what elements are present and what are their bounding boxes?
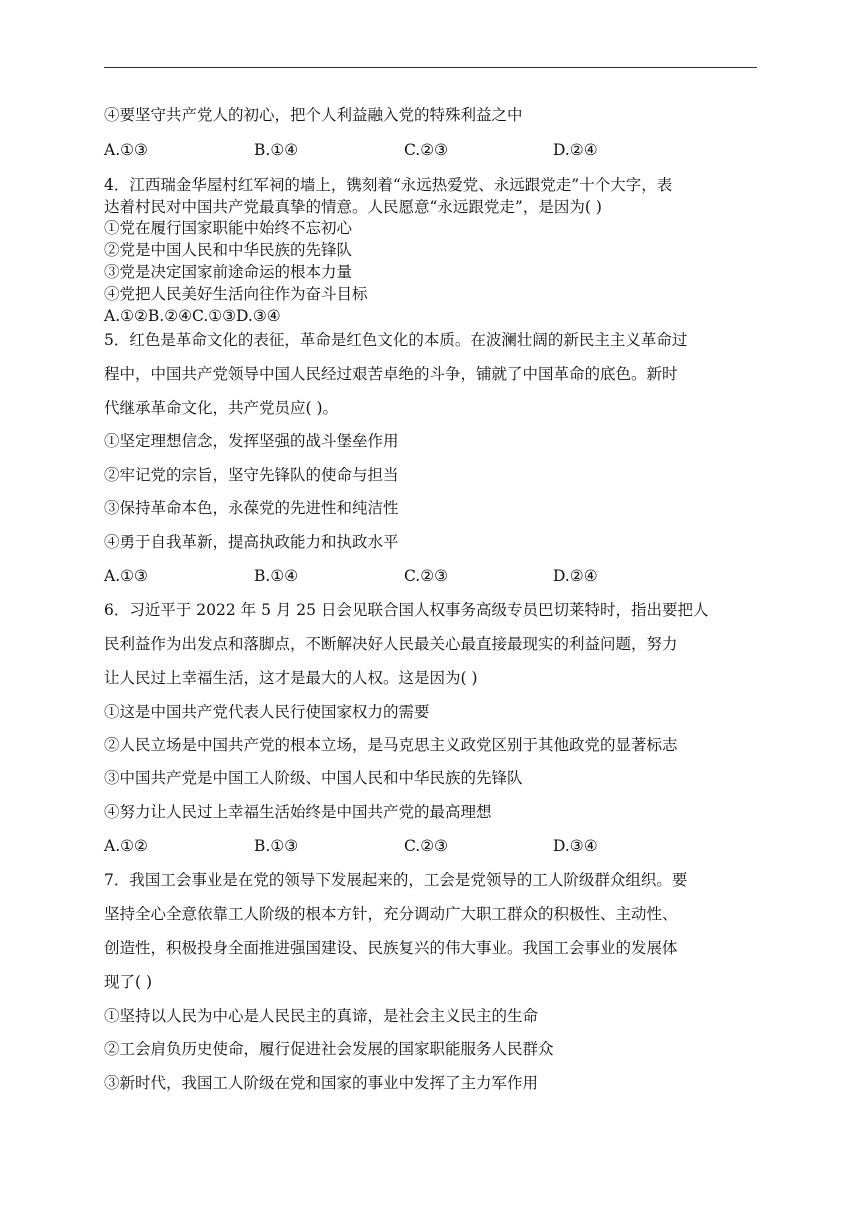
q6-option-a: A.①② [104, 837, 148, 855]
q6-stem-line-3: 让人民过上幸福生活，这才是最大的人权。这是因为( ) [104, 669, 478, 687]
q5-stem-line-2: 程中，中国共产党领导中国人民经过艰苦卓绝的斗争，铺就了中国革命的底色。新时 [104, 365, 678, 383]
q6-statement-3: ③中国共产党是中国工人阶级、中国人民和中华民族的先锋队 [104, 769, 523, 787]
q4-stem-line-1: 4．江西瑞金华屋村红军祠的墙上，镌刻着“永远热爱党、永远跟党走”十个大字，表 [104, 176, 673, 194]
q6-option-d: D.③④ [553, 837, 598, 855]
q5-option-d: D.②④ [553, 567, 598, 585]
q5-option-c: C.②③ [404, 567, 449, 585]
q4-options: A.①②B.②④C.①③D.③④ [104, 307, 281, 325]
q7-statement-2: ②工会肩负历史使命，履行促进社会发展的国家职能服务人民群众 [104, 1040, 554, 1058]
q4-statement-1: ①党在履行国家职能中始终不忘初心 [104, 219, 353, 237]
q7-stem-line-1: 7．我国工会事业是在党的领导下发展起来的，工会是党领导的工人阶级群众组织。要 [104, 871, 688, 889]
q6-stem-line-1: 6．习近平于 2022 年 5 月 25 日会见联合国人权事务高级专员巴切莱特时，指出要把人 [104, 601, 709, 619]
q6-option-c: C.②③ [404, 837, 449, 855]
q7-stem-line-2: 坚持全心全意依靠工人阶级的根本方针，充分调动广大职工群众的积极性、主动性、 [104, 905, 678, 923]
q5-stem-line-3: 代继承革命文化，共产党员应( )。 [104, 399, 339, 417]
q5-statement-2: ②牢记党的宗旨，坚守先锋队的使命与担当 [104, 466, 399, 484]
q3-option-d: D.②④ [553, 141, 598, 159]
q6-stem-line-2: 民利益作为出发点和落脚点，不断解决好人民最关心最直接最现实的利益问题，努力 [104, 635, 678, 653]
q5-option-a: A.①③ [104, 567, 148, 585]
q5-option-b: B.①④ [254, 567, 299, 585]
q4-statement-4: ④党把人民美好生活向往作为奋斗目标 [104, 285, 368, 303]
q4-stem-line-2: 达着村民对中国共产党最真挚的情意。人民愿意“永远跟党走”，是因为( ) [104, 198, 602, 216]
q3-option-b: B.①④ [254, 141, 299, 159]
q6-statement-4: ④努力让人民过上幸福生活始终是中国共产党的最高理想 [104, 803, 492, 821]
q4-statement-3: ③党是决定国家前途命运的根本力量 [104, 263, 353, 281]
q3-option-a: A.①③ [104, 141, 148, 159]
q7-statement-3: ③新时代，我国工人阶级在党和国家的事业中发挥了主力军作用 [104, 1074, 539, 1092]
q6-option-b: B.①③ [254, 837, 299, 855]
header-rule [104, 67, 757, 68]
q5-statement-1: ①坚定理想信念，发挥坚强的战斗堡垒作用 [104, 432, 399, 450]
q7-statement-1: ①坚持以人民为中心是人民民主的真谛，是社会主义民主的生命 [104, 1007, 539, 1025]
q4-statement-2: ②党是中国人民和中华民族的先锋队 [104, 241, 353, 259]
q3-option-c: C.②③ [404, 141, 449, 159]
q6-statement-1: ①这是中国共产党代表人民行使国家权力的需要 [104, 703, 430, 721]
q5-stem-line-1: 5．红色是革命文化的表征，革命是红色文化的本质。在波澜壮阔的新民主主义革命过 [104, 331, 688, 349]
q5-statement-4: ④勇于自我革新，提高执政能力和执政水平 [104, 533, 399, 551]
q5-statement-3: ③保持革命本色，永葆党的先进性和纯洁性 [104, 499, 399, 517]
q3-statement-4: ④要坚守共产党人的初心，把个人利益融入党的特殊利益之中 [104, 106, 523, 124]
q6-statement-2: ②人民立场是中国共产党的根本立场，是马克思主义政党区别于其他政党的显著标志 [104, 736, 678, 754]
q7-stem-line-4: 现了( ) [104, 973, 153, 991]
q7-stem-line-3: 创造性，积极投身全面推进强国建设、民族复兴的伟大事业。我国工会事业的发展体 [104, 939, 678, 957]
